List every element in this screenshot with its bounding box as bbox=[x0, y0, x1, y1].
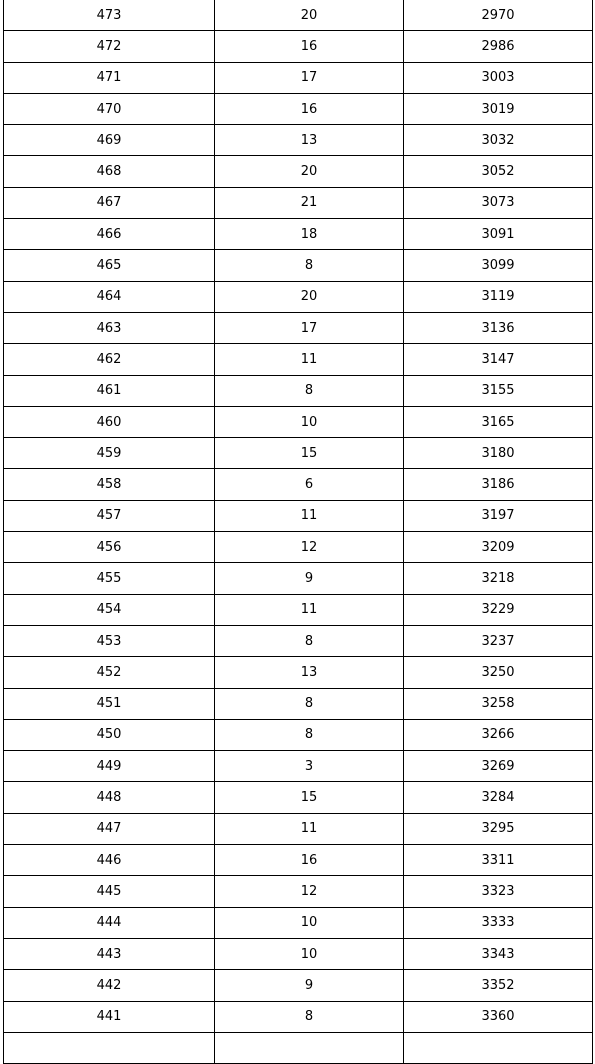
cumulative-cell: 3032 bbox=[404, 125, 593, 156]
count-cell: 20 bbox=[215, 281, 404, 312]
count-cell: 13 bbox=[215, 125, 404, 156]
cumulative-cell bbox=[404, 1032, 593, 1063]
cumulative-cell: 3165 bbox=[404, 406, 593, 437]
count-cell: 12 bbox=[215, 532, 404, 563]
cumulative-cell: 3197 bbox=[404, 500, 593, 531]
cumulative-cell: 3311 bbox=[404, 845, 593, 876]
cumulative-cell: 3091 bbox=[404, 219, 593, 250]
score-cell: 458 bbox=[4, 469, 215, 500]
count-cell: 11 bbox=[215, 344, 404, 375]
score-cell: 453 bbox=[4, 625, 215, 656]
table-row bbox=[4, 657, 593, 688]
count-cell: 8 bbox=[215, 688, 404, 719]
table-row bbox=[4, 845, 593, 876]
cumulative-cell: 3019 bbox=[404, 93, 593, 124]
score-cell: 462 bbox=[4, 344, 215, 375]
score-cell bbox=[4, 1032, 215, 1063]
table-row bbox=[4, 281, 593, 312]
count-cell: 8 bbox=[215, 625, 404, 656]
cumulative-cell: 3052 bbox=[404, 156, 593, 187]
cumulative-cell: 3269 bbox=[404, 751, 593, 782]
count-cell: 20 bbox=[215, 0, 404, 31]
count-cell: 11 bbox=[215, 594, 404, 625]
count-cell: 6 bbox=[215, 469, 404, 500]
cumulative-cell: 3155 bbox=[404, 375, 593, 406]
cumulative-cell: 3360 bbox=[404, 1001, 593, 1032]
count-cell: 15 bbox=[215, 782, 404, 813]
count-cell: 16 bbox=[215, 845, 404, 876]
score-cell: 443 bbox=[4, 938, 215, 969]
score-cell: 450 bbox=[4, 719, 215, 750]
cumulative-cell: 3186 bbox=[404, 469, 593, 500]
table-row bbox=[4, 312, 593, 343]
cumulative-cell: 3218 bbox=[404, 563, 593, 594]
cumulative-cell: 3237 bbox=[404, 625, 593, 656]
count-cell: 3 bbox=[215, 751, 404, 782]
count-cell: 20 bbox=[215, 156, 404, 187]
score-cell: 441 bbox=[4, 1001, 215, 1032]
table-row bbox=[4, 625, 593, 656]
cumulative-cell: 2986 bbox=[404, 31, 593, 62]
table-row bbox=[4, 31, 593, 62]
cumulative-cell: 3343 bbox=[404, 938, 593, 969]
score-cell: 442 bbox=[4, 970, 215, 1001]
count-cell: 13 bbox=[215, 657, 404, 688]
table-row bbox=[4, 813, 593, 844]
score-cell: 472 bbox=[4, 31, 215, 62]
count-cell: 10 bbox=[215, 907, 404, 938]
count-cell: 10 bbox=[215, 938, 404, 969]
table-row bbox=[4, 62, 593, 93]
table-row bbox=[4, 406, 593, 437]
score-cell: 448 bbox=[4, 782, 215, 813]
table-row bbox=[4, 938, 593, 969]
cumulative-cell: 3119 bbox=[404, 281, 593, 312]
score-cell: 466 bbox=[4, 219, 215, 250]
count-cell: 9 bbox=[215, 563, 404, 594]
cumulative-cell: 3333 bbox=[404, 907, 593, 938]
score-cell: 444 bbox=[4, 907, 215, 938]
score-cell: 469 bbox=[4, 125, 215, 156]
cumulative-cell: 3147 bbox=[404, 344, 593, 375]
table-row bbox=[4, 469, 593, 500]
cumulative-cell: 3229 bbox=[404, 594, 593, 625]
score-cell: 465 bbox=[4, 250, 215, 281]
cumulative-cell: 3352 bbox=[404, 970, 593, 1001]
count-cell: 11 bbox=[215, 813, 404, 844]
count-cell: 15 bbox=[215, 438, 404, 469]
table-row bbox=[4, 970, 593, 1001]
cumulative-cell: 3209 bbox=[404, 532, 593, 563]
score-cell: 447 bbox=[4, 813, 215, 844]
score-cell: 460 bbox=[4, 406, 215, 437]
cumulative-cell: 3180 bbox=[404, 438, 593, 469]
table-row bbox=[4, 250, 593, 281]
cumulative-cell: 3323 bbox=[404, 876, 593, 907]
score-cell: 471 bbox=[4, 62, 215, 93]
count-cell: 8 bbox=[215, 250, 404, 281]
score-cell: 451 bbox=[4, 688, 215, 719]
score-cell: 463 bbox=[4, 312, 215, 343]
table-row bbox=[4, 344, 593, 375]
score-cell: 470 bbox=[4, 93, 215, 124]
cumulative-cell: 3284 bbox=[404, 782, 593, 813]
score-cell: 457 bbox=[4, 500, 215, 531]
count-cell: 8 bbox=[215, 375, 404, 406]
count-cell: 21 bbox=[215, 187, 404, 218]
table-row bbox=[4, 563, 593, 594]
count-cell: 17 bbox=[215, 62, 404, 93]
count-cell: 18 bbox=[215, 219, 404, 250]
table-row bbox=[4, 1001, 593, 1032]
cumulative-cell: 3250 bbox=[404, 657, 593, 688]
cumulative-cell: 3266 bbox=[404, 719, 593, 750]
score-cell: 467 bbox=[4, 187, 215, 218]
count-cell: 11 bbox=[215, 500, 404, 531]
score-cell: 452 bbox=[4, 657, 215, 688]
count-cell: 8 bbox=[215, 719, 404, 750]
table-row bbox=[4, 93, 593, 124]
table-row bbox=[4, 688, 593, 719]
table-row bbox=[4, 907, 593, 938]
score-table bbox=[3, 0, 593, 1064]
score-cell: 459 bbox=[4, 438, 215, 469]
score-cell: 446 bbox=[4, 845, 215, 876]
table-row bbox=[4, 500, 593, 531]
table-row bbox=[4, 532, 593, 563]
count-cell: 17 bbox=[215, 312, 404, 343]
table-row bbox=[4, 125, 593, 156]
count-cell bbox=[215, 1032, 404, 1063]
score-cell: 461 bbox=[4, 375, 215, 406]
score-cell: 445 bbox=[4, 876, 215, 907]
table-row bbox=[4, 219, 593, 250]
cumulative-cell: 3295 bbox=[404, 813, 593, 844]
cumulative-cell: 3099 bbox=[404, 250, 593, 281]
table-row bbox=[4, 375, 593, 406]
table-row bbox=[4, 751, 593, 782]
table-row bbox=[4, 438, 593, 469]
score-cell: 464 bbox=[4, 281, 215, 312]
table-row bbox=[4, 187, 593, 218]
table-row bbox=[4, 876, 593, 907]
count-cell: 16 bbox=[215, 93, 404, 124]
table-row bbox=[4, 0, 593, 31]
score-cell: 454 bbox=[4, 594, 215, 625]
cumulative-cell: 3136 bbox=[404, 312, 593, 343]
score-cell: 473 bbox=[4, 0, 215, 31]
table-row bbox=[4, 1032, 593, 1063]
score-cell: 455 bbox=[4, 563, 215, 594]
score-cell: 449 bbox=[4, 751, 215, 782]
score-table-body bbox=[4, 0, 593, 1064]
count-cell: 12 bbox=[215, 876, 404, 907]
cumulative-cell: 3073 bbox=[404, 187, 593, 218]
table-row bbox=[4, 719, 593, 750]
count-cell: 8 bbox=[215, 1001, 404, 1032]
cumulative-cell: 3258 bbox=[404, 688, 593, 719]
count-cell: 10 bbox=[215, 406, 404, 437]
score-cell: 456 bbox=[4, 532, 215, 563]
cumulative-cell: 3003 bbox=[404, 62, 593, 93]
table-row bbox=[4, 782, 593, 813]
score-cell: 468 bbox=[4, 156, 215, 187]
count-cell: 9 bbox=[215, 970, 404, 1001]
count-cell: 16 bbox=[215, 31, 404, 62]
table-row bbox=[4, 156, 593, 187]
cumulative-cell: 2970 bbox=[404, 0, 593, 31]
table-row bbox=[4, 594, 593, 625]
